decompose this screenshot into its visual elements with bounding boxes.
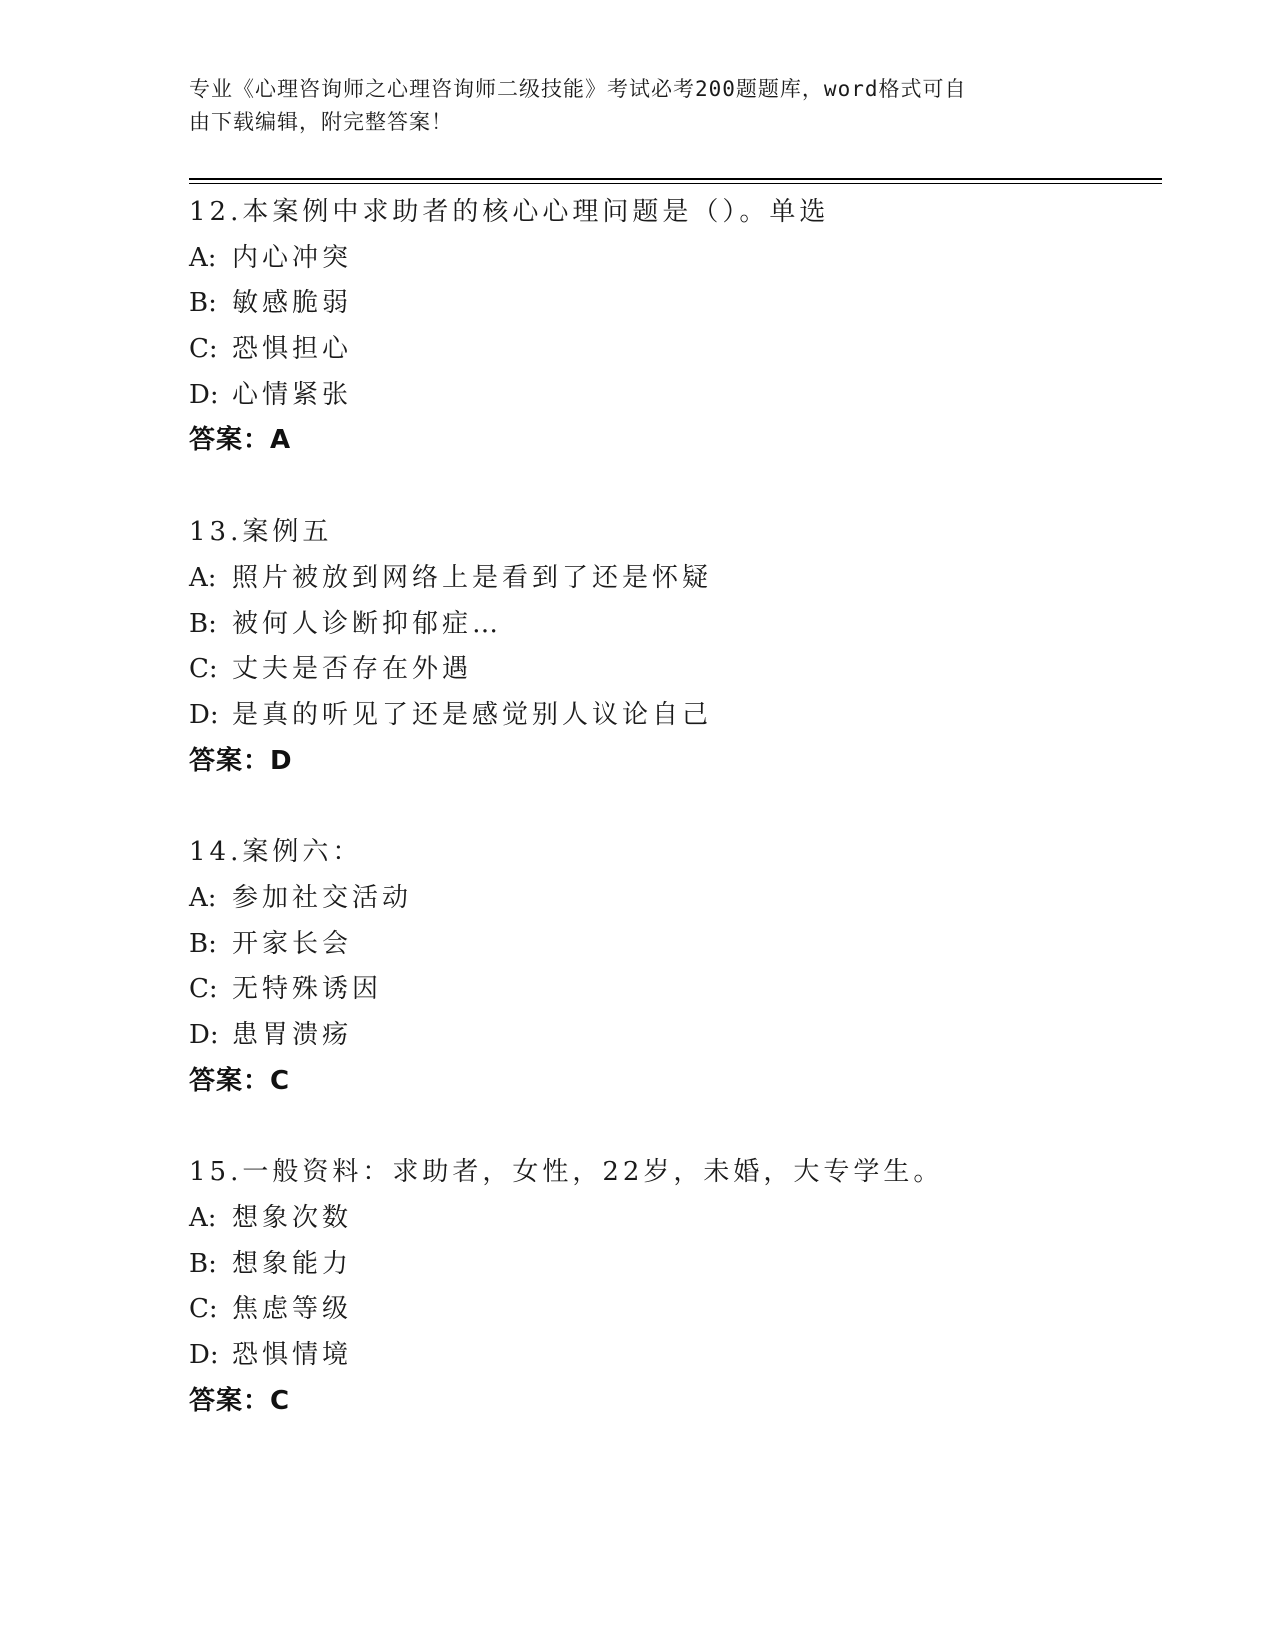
option-a [189,236,1149,282]
option-c [189,967,1149,1013]
option-letter: B: [189,928,217,959]
option-c [189,327,1149,373]
option-a [189,556,1149,602]
option-text: 心情紧张 [232,379,353,410]
option-text: 想象能力 [232,1248,353,1279]
option-c [189,647,1149,693]
document-header [189,73,1089,139]
question-stem: 15.一般资料：求助者，女性，22岁，未婚，大专学生。 [189,1157,944,1188]
option-a [189,876,1149,922]
question-15 [189,1150,1149,1424]
option-letter: D: [189,1340,219,1371]
option-c [189,1287,1149,1333]
option-text: 被何人诊断抑郁症… [232,608,503,639]
question-stem: 12.本案例中求助者的核心心理问题是（）。单选 [189,197,830,227]
option-d [189,1013,1149,1059]
option-text: 敏感脆弱 [232,288,353,319]
question-13 [189,510,1149,784]
answer-line: 答案：A [189,425,292,456]
option-text: 参加社交活动 [232,882,413,913]
option-text: 丈夫是否存在外遇 [232,654,473,685]
option-letter: C: [189,974,218,1005]
answer-line: 答案：D [189,745,293,776]
question-stem: 13.案例五 [189,517,333,548]
question-12 [189,190,1149,464]
option-letter: A: [189,882,217,913]
option-text: 无特殊诱因 [232,974,383,1005]
option-letter: B: [189,1248,217,1279]
header-divider-thick [189,178,1162,180]
option-text: 焦虑等级 [232,1294,353,1325]
option-letter: B: [189,288,217,319]
option-b [189,1242,1149,1288]
option-letter: C: [189,1294,218,1325]
option-d [189,1333,1149,1379]
answer-line: 答案：C [189,1385,291,1416]
option-letter: A: [189,562,217,593]
question-14 [189,830,1149,1104]
option-letter: B: [189,608,217,639]
question-stem: 14.案例六： [189,837,363,868]
header-line-2: 由下载编辑，附完整答案！ [189,110,453,134]
option-b [189,602,1149,648]
option-letter: A: [189,242,217,273]
option-text: 照片被放到网络上是看到了还是怀疑 [232,562,713,593]
option-d [189,373,1149,419]
option-letter: C: [189,654,218,685]
question-list [189,190,1149,1425]
option-b [189,281,1149,327]
option-text: 想象次数 [232,1203,353,1234]
answer-line: 答案：C [189,1065,291,1096]
option-letter: D: [189,379,219,410]
option-letter: C: [189,334,218,365]
option-letter: D: [189,1020,219,1050]
option-text: 患胃溃疡 [232,1020,353,1050]
option-d [189,693,1149,739]
option-letter: A: [189,1203,217,1234]
option-b [189,922,1149,968]
option-text: 恐惧担心 [232,334,353,365]
option-a [189,1196,1149,1242]
option-text: 恐惧情境 [232,1340,353,1371]
option-text: 开家长会 [232,928,353,959]
option-text: 是真的听见了还是感觉别人议论自己 [232,699,713,730]
option-letter: D: [189,699,219,730]
option-text: 内心冲突 [232,242,353,273]
header-divider-thin [189,183,1162,184]
header-line-1: 专业《心理咨询师之心理咨询师二级技能》考试必考200题题库，word格式可自 [189,77,967,101]
